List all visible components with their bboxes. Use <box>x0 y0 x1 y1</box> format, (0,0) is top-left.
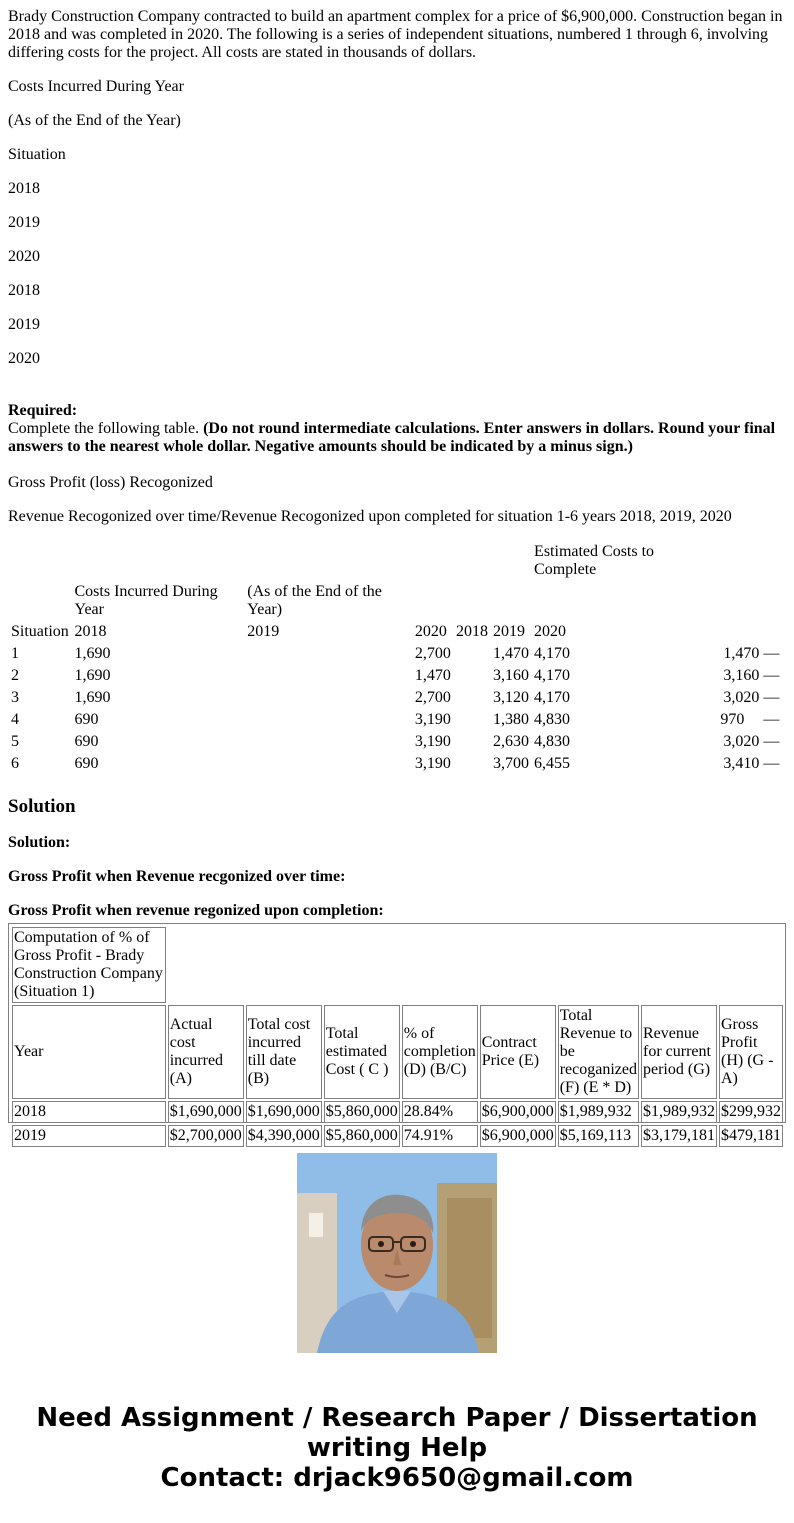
cell: — <box>763 645 780 662</box>
gross-profit-table <box>10 925 785 1149</box>
document-body <box>8 8 786 936</box>
table-caption: Computation of % of Gross Profit - Brady Construction Company (Situation 1) <box>12 927 166 1003</box>
table-row <box>12 1101 783 1123</box>
cell-situation: 3 <box>11 689 19 706</box>
cell: 74.91% <box>402 1125 478 1147</box>
table-row <box>10 732 784 752</box>
table-row <box>10 644 784 664</box>
required-lead: Complete the following table. <box>8 420 204 437</box>
header-estimated-costs: Estimated Costs to Complete <box>534 543 655 578</box>
cell: $3,179,181 <box>641 1125 717 1147</box>
column-header: Gross Profit (H) (G - A) <box>719 1005 783 1099</box>
table-row <box>10 710 784 730</box>
solution-heading: Solution <box>8 796 76 817</box>
cell: 690 <box>74 755 99 772</box>
cell: $5,860,000 <box>324 1125 400 1147</box>
cell: $4,390,000 <box>246 1125 322 1147</box>
cell: 2,700 <box>414 689 451 706</box>
cell: 4,830 <box>534 711 571 728</box>
year-label-2018-b: 2018 <box>8 282 40 299</box>
column-header: Total cost incurred till date (B) <box>246 1005 322 1099</box>
header-2018-a: 2018 <box>74 623 107 640</box>
cell-situation: 6 <box>11 755 19 772</box>
cell: $1,690,000 <box>168 1101 244 1123</box>
header-as-of-end: (As of the End of the Year) <box>247 583 382 618</box>
cell: — <box>763 711 780 728</box>
cell: 2018 <box>12 1101 166 1123</box>
header-costs-incurred: Costs Incurred During Year <box>74 583 218 618</box>
year-label-2019-a: 2019 <box>8 214 40 231</box>
costs-incurred-label: Costs Incurred During Year <box>8 78 184 95</box>
gp-over-time-label: Gross Profit when Revenue recgonized over time: <box>8 868 346 885</box>
year-label-2018-a: 2018 <box>8 180 40 197</box>
cell: $5,169,113 <box>558 1125 639 1147</box>
cell: 4,170 <box>534 645 571 662</box>
cell: 3,160 <box>723 667 760 684</box>
avatar <box>297 1153 497 1353</box>
cell: $5,860,000 <box>324 1101 400 1123</box>
header-2020-b: 2020 <box>534 623 567 640</box>
cell: 1,470 <box>414 667 451 684</box>
cell: 1,690 <box>74 689 111 706</box>
required-text <box>8 420 786 456</box>
cell: 1,470 <box>492 645 529 662</box>
header-situation: Situation <box>11 623 69 640</box>
gp-completion-label: Gross Profit when revenue regonized upon completion: <box>8 902 384 919</box>
cell: 3,190 <box>414 733 451 750</box>
solution-label: Solution: <box>8 834 71 851</box>
cell-value: 970 <box>720 711 745 728</box>
banner-contact: Contact: drjack9650@gmail.com <box>160 1463 634 1493</box>
cell: 4,170 <box>534 689 571 706</box>
column-header: Total Revenue to be recoganized (F) (E * D) <box>558 1005 639 1099</box>
cell: 1,380 <box>492 711 529 728</box>
table-header-row <box>12 1005 783 1099</box>
cell: — <box>763 689 780 706</box>
banner-line-1: Need Assignment / Research Paper / Dissertation <box>36 1403 758 1433</box>
cell-situation: 5 <box>11 733 19 750</box>
header-2018-b: 2018 <box>455 623 488 640</box>
cell: — <box>763 733 780 750</box>
cell: $1,989,932 <box>641 1101 717 1123</box>
situation-label: Situation <box>8 146 66 163</box>
cell: 1,470 <box>723 645 760 662</box>
person-photo-icon <box>297 1153 497 1353</box>
cell: 3,160 <box>492 667 529 684</box>
cell: 2,630 <box>492 733 529 750</box>
year-label-2019-b: 2019 <box>8 316 40 333</box>
column-header: Actual cost incurred (A) <box>168 1005 244 1099</box>
cell-situation: 1 <box>11 645 19 662</box>
revenue-line: Revenue Recogonized over time/Revenue Recogonized upon completed for situation 1-6 years 2018, 2019, 2020 <box>8 508 732 525</box>
required-instructions: (Do not round intermediate calculations. Enter answers in dollars. Round your final answers to the nearest whole dollar. Negative amounts should be indicated by a minus sign.) <box>8 420 776 455</box>
year-label-2020-b: 2020 <box>8 350 40 367</box>
header-2019-b: 2019 <box>492 623 525 640</box>
gross-profit-table-container <box>8 923 786 1144</box>
cell: $479,181 <box>719 1125 783 1147</box>
column-header: Year <box>12 1005 166 1099</box>
contact-banner <box>0 1403 794 1493</box>
cell: $1,690,000 <box>246 1101 322 1123</box>
table-row <box>10 688 784 708</box>
cell: 3,120 <box>492 689 529 706</box>
table-row <box>12 1125 783 1147</box>
cell: $2,700,000 <box>168 1125 244 1147</box>
cell: 690 <box>74 733 99 750</box>
cell: 3,190 <box>414 711 451 728</box>
column-header: Revenue for current period (G) <box>641 1005 717 1099</box>
cell: 1,690 <box>74 667 111 684</box>
cell: 3,190 <box>414 755 451 772</box>
cell: 4,170 <box>534 667 571 684</box>
cell: $6,900,000 <box>480 1125 556 1147</box>
cell: 690 <box>74 711 99 728</box>
table-row <box>10 666 784 686</box>
cell: 3,020 <box>723 733 760 750</box>
intro-paragraph: Brady Construction Company contracted to build an apartment complex for a price of $6,900,000. Construction began in 2018 and was completed in 2020. The following is a series of independent situations, numbered 1 through 6, involving differing costs for the project. All costs are stated in thousands of dollars. <box>8 8 783 61</box>
cell: — <box>763 667 780 684</box>
required-title: Required: <box>8 402 78 419</box>
cell: 6,455 <box>534 755 571 772</box>
as-of-end-label: (As of the End of the Year) <box>8 112 181 129</box>
cell: $299,932 <box>719 1101 783 1123</box>
banner-line-2: writing Help <box>306 1433 488 1463</box>
cell: 4,830 <box>534 733 571 750</box>
cell: $6,900,000 <box>480 1101 556 1123</box>
cell-situation: 2 <box>11 667 19 684</box>
cell-situation: 4 <box>11 711 19 728</box>
cell: 1,690 <box>74 645 111 662</box>
situations-table <box>8 540 786 776</box>
cell: $1,989,932 <box>558 1101 639 1123</box>
cell: 3,020 <box>723 689 760 706</box>
gross-profit-label: Gross Profit (loss) Recogonized <box>8 474 213 491</box>
header-2019-a: 2019 <box>247 623 280 640</box>
cell: 2019 <box>12 1125 166 1147</box>
cell: 3,700 <box>492 755 529 772</box>
column-header: Contract Price (E) <box>480 1005 556 1099</box>
cell: 28.84% <box>402 1101 478 1123</box>
cell: 3,410 <box>723 755 760 772</box>
column-header: % of completion (D) (B/C) <box>402 1005 478 1099</box>
cell: — <box>763 755 780 772</box>
cell: 2,700 <box>414 645 451 662</box>
year-label-2020-a: 2020 <box>8 248 40 265</box>
table-row <box>10 754 784 774</box>
header-2020-a: 2020 <box>414 623 447 640</box>
column-header: Total estimated Cost ( C ) <box>324 1005 400 1099</box>
cell <box>718 710 760 730</box>
